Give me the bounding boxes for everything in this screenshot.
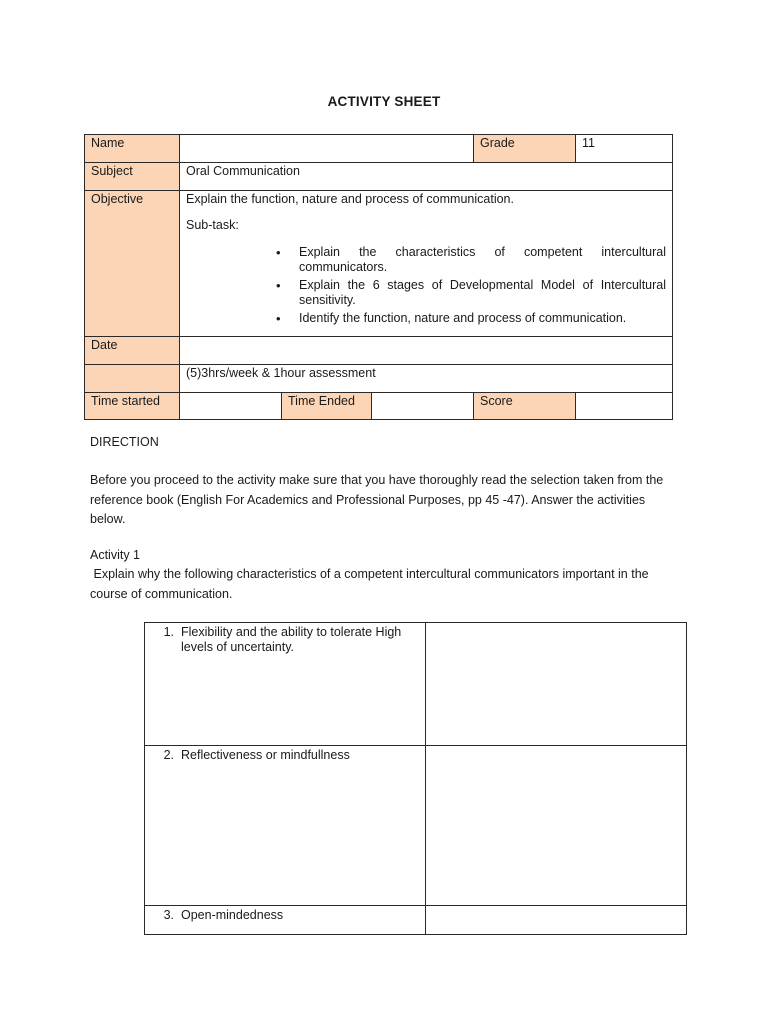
table-row xyxy=(145,746,687,906)
activity-instruction: Explain why the following characteristics of a competent intercultural communicators important in the course of communication. xyxy=(90,567,653,601)
date-label: Date xyxy=(85,337,180,365)
score-label: Score xyxy=(474,393,576,420)
subject-label: Subject xyxy=(85,163,180,191)
subject-value: Oral Communication xyxy=(180,163,673,191)
score-field[interactable] xyxy=(576,393,673,420)
question-number: 1. xyxy=(163,625,174,639)
question-cell xyxy=(145,746,426,906)
question-cell xyxy=(145,623,426,746)
duration-label xyxy=(85,365,180,393)
question-number: 3. xyxy=(163,908,174,922)
subtask-item: • Identify the function, nature and process of communication. xyxy=(299,311,666,326)
page-title: ACTIVITY SHEET xyxy=(327,94,441,109)
direction-heading: DIRECTION xyxy=(90,435,159,449)
subtask-item: • Explain the characteristics of competent intercultural communicators. xyxy=(299,245,666,275)
question-number: 2. xyxy=(163,748,174,762)
grade-label: Grade xyxy=(474,135,576,163)
name-label: Name xyxy=(85,135,180,163)
date-field[interactable] xyxy=(180,337,673,365)
name-field[interactable] xyxy=(180,135,474,163)
question-text: Flexibility and the ability to tolerate High levels of uncertainty. xyxy=(181,625,402,654)
info-table xyxy=(84,134,673,420)
grade-value: 11 xyxy=(576,135,673,163)
question-text: Reflectiveness or mindfullness xyxy=(181,748,350,762)
objective-cell xyxy=(180,191,673,337)
objective-text: Explain the function, nature and process of communication. xyxy=(186,192,514,206)
table-row xyxy=(145,623,687,746)
answer-field[interactable] xyxy=(426,906,687,935)
time-ended-label: Time Ended xyxy=(282,393,372,420)
activity-table xyxy=(144,622,687,935)
duration-value: (5)3hrs/week & 1hour assessment xyxy=(180,365,673,393)
objective-label: Objective xyxy=(85,191,180,337)
subtask-item: • Explain the 6 stages of Developmental Model of Intercultural sensitivity. xyxy=(299,278,666,308)
time-started-field[interactable] xyxy=(180,393,282,420)
time-ended-field[interactable] xyxy=(372,393,474,420)
question-text: Open-mindedness xyxy=(181,908,284,922)
subtask-list xyxy=(186,245,666,326)
activity-heading: Activity 1 xyxy=(90,548,141,562)
direction-body: Before you proceed to the activity make sure that you have thoroughly read the selection taken from the reference book (English For Academics and Professional Purposes, pp 45 -47). Answer the activities below. xyxy=(90,473,664,526)
table-row xyxy=(145,906,687,935)
answer-field[interactable] xyxy=(426,623,687,746)
answer-field[interactable] xyxy=(426,746,687,906)
time-started-label: Time started xyxy=(85,393,180,420)
question-cell xyxy=(145,906,426,935)
subtask-label: Sub-task: xyxy=(186,218,239,232)
